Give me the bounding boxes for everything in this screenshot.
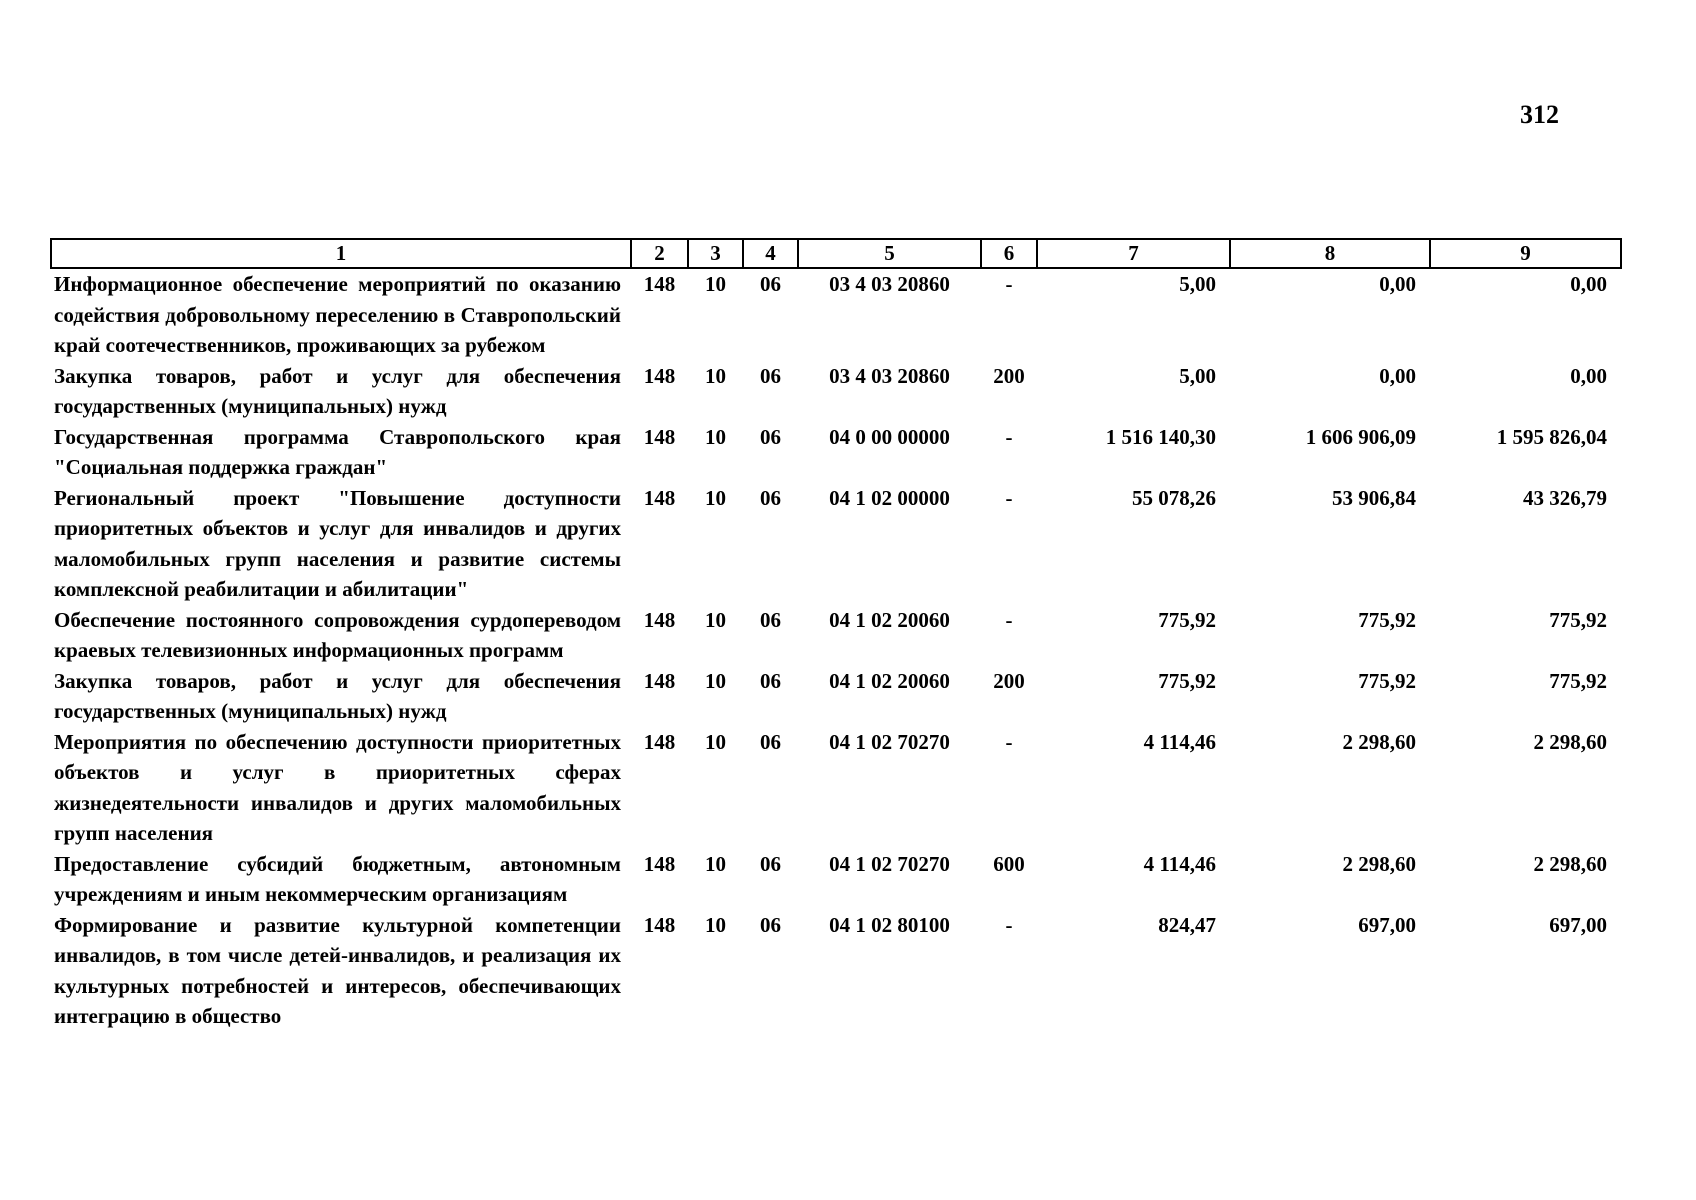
col-3-value: 10 [705, 272, 726, 296]
col-6-value: 200 [993, 668, 1025, 693]
col-2-value: 148 [643, 668, 676, 693]
col-6-value: - [1005, 729, 1013, 754]
col-7-value: 824,47 [1158, 912, 1216, 937]
col-8-value: 53 906,84 [1332, 485, 1416, 510]
col-9-value: 775,92 [1549, 668, 1607, 693]
col-5-value: 03 4 03 20860 [829, 272, 950, 296]
table-row [51, 605, 1621, 666]
col-7-value: 5,00 [1179, 272, 1216, 296]
col-3-value: 10 [705, 729, 726, 754]
col-4-value: 06 [760, 851, 781, 876]
col-6-value: - [1005, 424, 1013, 449]
table-row [51, 361, 1621, 422]
col-2-value: 148 [643, 851, 676, 876]
col-2-value: 148 [643, 729, 676, 754]
header-cell-5: 5 [798, 239, 981, 268]
col-5-value: 04 1 02 20060 [829, 668, 950, 693]
col-4-value: 06 [760, 729, 781, 754]
col-8-value: 0,00 [1379, 272, 1416, 296]
header-cell-7: 7 [1037, 239, 1230, 268]
col-3-value: 10 [705, 912, 726, 937]
col-4-value: 06 [760, 485, 781, 510]
col-2-value: 148 [643, 424, 676, 449]
col-4-value: 06 [760, 607, 781, 632]
col-9-value: 697,00 [1549, 912, 1607, 937]
col-4-value: 06 [760, 272, 781, 296]
table-row [51, 910, 1621, 1032]
col-9-value: 2 298,60 [1533, 729, 1607, 754]
col-3-value: 10 [705, 668, 726, 693]
row-name: Закупка товаров, работ и услуг для обеспечения государственных (муниципальных) нужд [54, 363, 621, 418]
col-5-value: 04 1 02 70270 [829, 729, 950, 754]
col-6-value: 600 [993, 851, 1025, 876]
row-name: Обеспечение постоянного сопровождения сурдопереводом краевых телевизионных информационных программ [54, 607, 621, 662]
row-name: Закупка товаров, работ и услуг для обеспечения государственных (муниципальных) нужд [54, 668, 621, 723]
row-name: Государственная программа Ставропольского края "Социальная поддержка граждан" [54, 424, 621, 479]
header-cell-2: 2 [631, 239, 688, 268]
row-name: Формирование и развитие культурной компетенции инвалидов, в том числе детей-инвалидов, и реализация их культурных потребностей и интересов, обеспечивающих интеграцию в общество [54, 912, 621, 1028]
col-6-value: - [1005, 607, 1013, 632]
table-row [51, 666, 1621, 727]
header-cell-1: 1 [51, 239, 631, 268]
col-6-value: - [1005, 912, 1013, 937]
row-name: Мероприятия по обеспечению доступности приоритетных объектов и услуг в приоритетных сферах жизнедеятельности инвалидов и других маломобильных групп населения [54, 729, 621, 845]
col-2-value: 148 [643, 607, 676, 632]
col-7-value: 775,92 [1158, 607, 1216, 632]
header-cell-3: 3 [688, 239, 743, 268]
col-9-value: 43 326,79 [1523, 485, 1607, 510]
row-name: Информационное обеспечение мероприятий по оказанию содействия добровольному переселению в Ставропольский край соотечественников, проживающих за рубежом [54, 272, 621, 357]
col-2-value: 148 [643, 912, 676, 937]
header-cell-4: 4 [743, 239, 798, 268]
col-5-value: 04 1 02 70270 [829, 851, 950, 876]
table-row [51, 849, 1621, 910]
table-row [51, 422, 1621, 483]
col-4-value: 06 [760, 424, 781, 449]
col-3-value: 10 [705, 363, 726, 388]
col-2-value: 148 [643, 363, 676, 388]
col-6-value: - [1005, 272, 1013, 296]
header-row [51, 239, 1621, 268]
header-cell-9: 9 [1430, 239, 1621, 268]
col-5-value: 03 4 03 20860 [829, 363, 950, 388]
col-7-value: 775,92 [1158, 668, 1216, 693]
header-cell-8: 8 [1230, 239, 1430, 268]
col-5-value: 04 0 00 00000 [829, 424, 950, 449]
header-cell-6: 6 [981, 239, 1037, 268]
table-header [51, 239, 1621, 268]
col-5-value: 04 1 02 80100 [829, 912, 950, 937]
col-3-value: 10 [705, 607, 726, 632]
col-4-value: 06 [760, 668, 781, 693]
col-7-value: 5,00 [1179, 363, 1216, 388]
col-4-value: 06 [760, 363, 781, 388]
table-row [51, 268, 1621, 361]
col-8-value: 775,92 [1358, 668, 1416, 693]
col-4-value: 06 [760, 912, 781, 937]
col-9-value: 2 298,60 [1533, 851, 1607, 876]
col-9-value: 0,00 [1570, 272, 1607, 296]
col-9-value: 1 595 826,04 [1496, 424, 1607, 449]
col-2-value: 148 [643, 272, 676, 296]
col-8-value: 2 298,60 [1342, 729, 1416, 754]
page-number: 312 [1520, 100, 1559, 129]
col-6-value: - [1005, 485, 1013, 510]
row-name: Региональный проект "Повышение доступности приоритетных объектов и услуг для инвалидов и других маломобильных групп населения и развитие системы комплексной реабилитации и абилитации" [54, 485, 621, 601]
col-8-value: 0,00 [1379, 363, 1416, 388]
col-5-value: 04 1 02 00000 [829, 485, 950, 510]
table-row [51, 727, 1621, 849]
col-8-value: 697,00 [1358, 912, 1416, 937]
col-7-value: 4 114,46 [1143, 851, 1216, 876]
col-3-value: 10 [705, 424, 726, 449]
col-9-value: 0,00 [1570, 363, 1607, 388]
budget-table [50, 238, 1622, 1032]
col-7-value: 55 078,26 [1132, 485, 1216, 510]
col-7-value: 1 516 140,30 [1105, 424, 1216, 449]
table-body [51, 268, 1621, 1032]
col-5-value: 04 1 02 20060 [829, 607, 950, 632]
col-2-value: 148 [643, 485, 676, 510]
col-6-value: 200 [993, 363, 1025, 388]
col-3-value: 10 [705, 485, 726, 510]
table-row [51, 483, 1621, 605]
col-7-value: 4 114,46 [1143, 729, 1216, 754]
col-8-value: 775,92 [1358, 607, 1416, 632]
col-9-value: 775,92 [1549, 607, 1607, 632]
col-3-value: 10 [705, 851, 726, 876]
col-8-value: 2 298,60 [1342, 851, 1416, 876]
col-8-value: 1 606 906,09 [1305, 424, 1416, 449]
row-name: Предоставление субсидий бюджетным, автономным учреждениям и иным некоммерческим организациям [54, 851, 621, 906]
